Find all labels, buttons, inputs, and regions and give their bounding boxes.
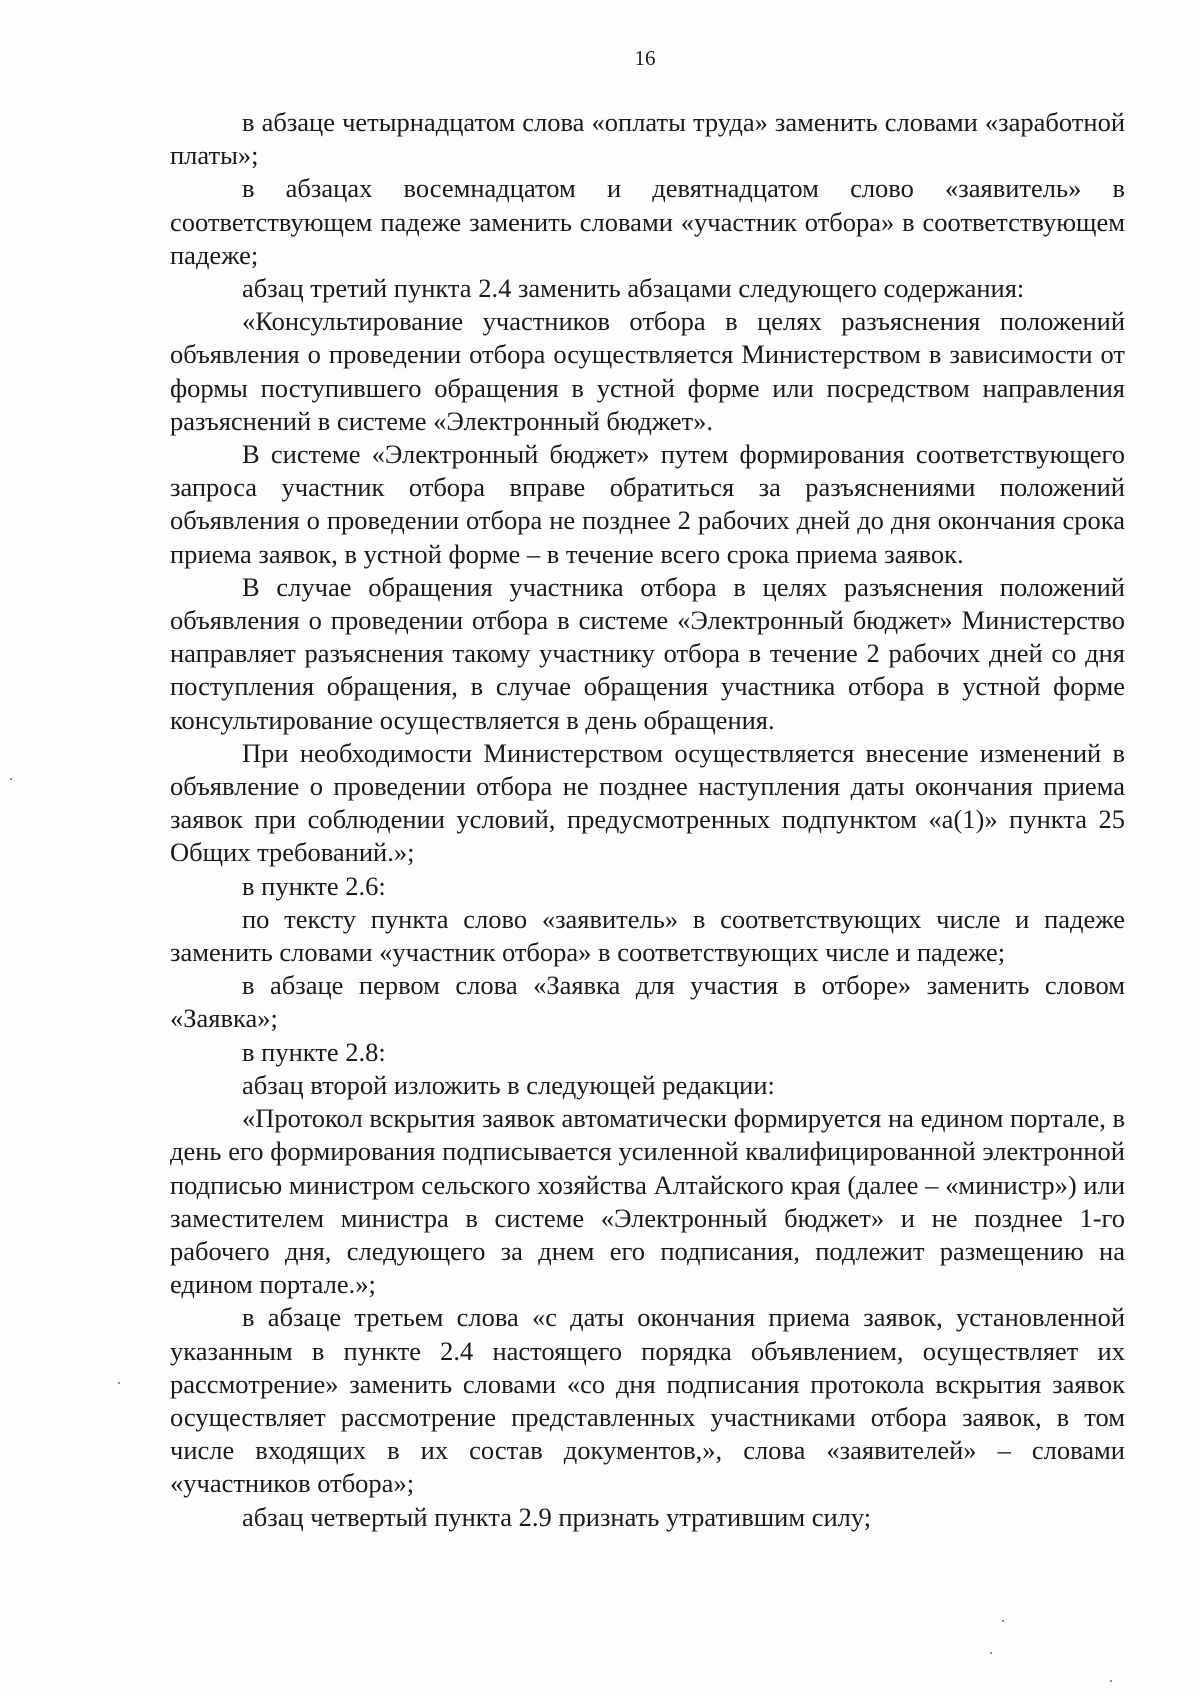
paragraph: абзац четвертый пункта 2.9 признать утратившим силу; [242,1501,872,1532]
scan-speck [1110,1680,1112,1682]
paragraph: абзац третий пункта 2.4 заменить абзацами следующего содержания: [242,273,1025,304]
paragraph: в абзаце третьем слова «с даты окончания приема заявок, установленной указанным в пункте 2.4 настоящего порядка объявлением, осуществляет их рассмотрение» заменить словами «со дня подписания протокола вскрытия заявок осуществляет рассмотрение представленных участниками отбора заявок, в том числе входящих в их состав документов,», слова «заявителей» – словами «участников отбора»; [170,1302,1125,1499]
document-body [170,106,1125,1534]
scan-speck [10,778,12,780]
paragraph: В случае обращения участника отбора в целях разъяснения положений объявления о проведении отбора в системе «Электронный бюджет» Министерство направляет разъяснения такому участнику отбора в течение 2 рабочих дней со дня поступления обращения, в случае обращения участника отбора в устной форме консультирование осуществляется в день обращения. [170,571,1125,735]
scan-speck [1002,1620,1004,1622]
paragraph: «Консультирование участников отбора в целях разъяснения положений объявления о проведении отбора осуществляется Министерством в зависимости от формы поступившего обращения в устной форме или посредством направления разъяснений в системе «Электронный бюджет». [170,306,1125,436]
paragraph: абзац второй изложить в следующей редакции: [242,1069,775,1100]
scan-speck [118,1382,120,1384]
paragraph: в пункте 2.8: [242,1036,386,1067]
paragraph: в пункте 2.6: [242,870,386,901]
page-number: 16 [634,46,656,70]
paragraph: При необходимости Министерством осуществляется внесение изменений в объявление о проведении отбора не позднее наступления даты окончания приема заявок при соблюдении условий, предусмотренных подпунктом «а(1)» пункта 25 Общих требований.»; [170,737,1125,868]
paragraph: в абзацах восемнадцатом и девятнадцатом слово «заявитель» в соответствующем падеже заменить словами «участник отбора» в соответствующем падеже; [170,173,1125,270]
paragraph: по тексту пункта слово «заявитель» в соответствующих числе и падеже заменить словами «участник отбора» в соответствующих числе и падеже; [170,903,1125,968]
paragraph: в абзаце четырнадцатом слова «оплаты труда» заменить словами «заработной платы»; [170,107,1125,171]
paragraph: «Протокол вскрытия заявок автоматически формируется на едином портале, в день его формирования подписывается усиленной квалифицированной электронной подписью министром сельского хозяйства Алтайского края (далее – «министр») или заместителем министра в системе «Электронный бюджет» и не позднее 1-го рабочего дня, следующего за днем его подписания, подлежит размещению на едином портале.»; [170,1103,1125,1300]
scan-speck [990,1652,992,1654]
paragraph: в абзаце первом слова «Заявка для участия в отборе» заменить словом «Заявка»; [170,970,1125,1034]
paragraph: В системе «Электронный бюджет» путем формирования соответствующего запроса участник отбора вправе обратиться за разъяснениями положений объявления о проведении отбора не позднее 2 рабочих дней до дня окончания срока приема заявок, в устной форме – в течение всего срока приема заявок. [170,439,1125,569]
